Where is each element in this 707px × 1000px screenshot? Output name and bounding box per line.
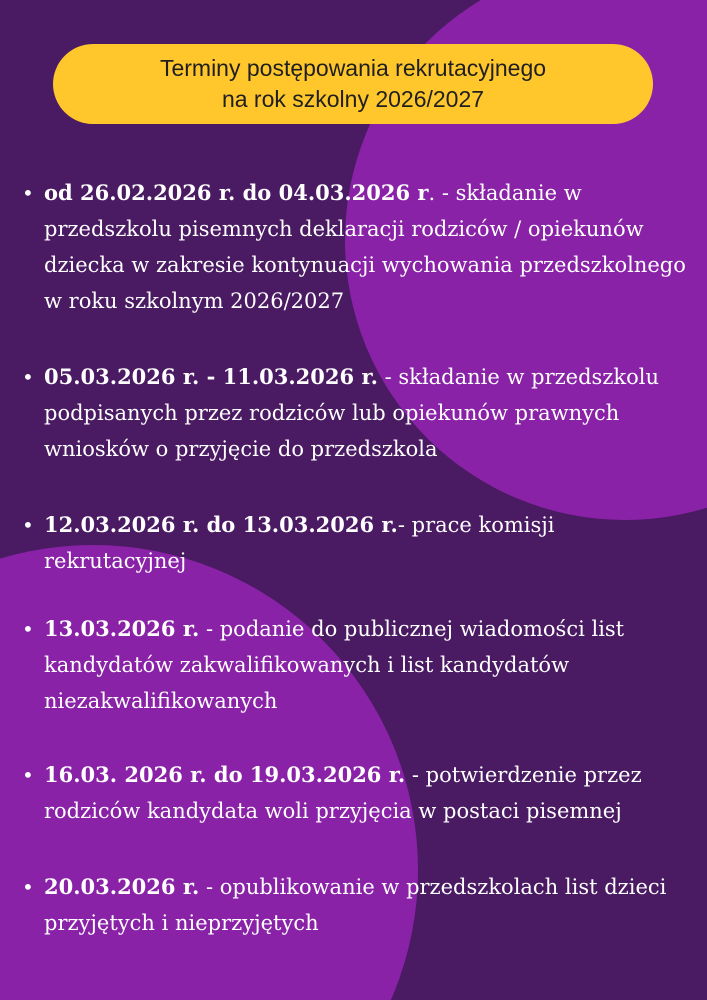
schedule-item [22,175,692,319]
schedule-item [22,507,692,579]
item-description: . - składanie w przedszkolu pisemnych deklaracji rodziców / opiekunów dziecka w zakresie kontynuacji wychowania przedszkolnego w roku szkolnym 2026/2027 [44,181,686,313]
item-description: - składanie w przedszkolu podpisanych przez rodziców lub opiekunów prawnych wniosków o przyjęcie do przedszkola [44,365,659,461]
bullet-icon: • [22,763,34,787]
schedule-list [22,175,692,941]
bullet-icon: • [22,181,34,205]
bullet-icon: • [22,365,34,389]
item-description: - opublikowanie w przedszkolach list dzieci przyjętych i nieprzyjętych [44,875,667,935]
title-line-2: na rok szkolny 2026/2027 [221,86,485,112]
bullet-icon: • [22,617,34,641]
schedule-item [22,757,692,829]
bullet-icon: • [22,513,34,537]
item-dates: od 26.02.2026 r. do 04.03.2026 r [44,180,429,205]
title-line-1: Terminy postępowania rekrutacyjnego [159,55,547,81]
title-banner [53,44,653,124]
item-dates: 16.03. 2026 r. do 19.03.2026 r. [44,762,406,787]
schedule-item [22,869,692,941]
item-dates: 05.03.2026 r. - 11.03.2026 r. [44,364,378,389]
schedule-item [22,359,692,467]
schedule-item [22,611,692,719]
item-dates: 12.03.2026 r. do 13.03.2026 r. [44,512,398,537]
item-description: - prace komisji rekrutacyjnej [44,513,555,573]
item-dates: 13.03.2026 r. [44,616,200,641]
item-description: - podanie do publicznej wiadomości list kandydatów zakwalifikowanych i list kandydatów niezakwalifikowanych [44,617,625,713]
item-dates: 20.03.2026 r. [44,874,200,899]
bullet-icon: • [22,875,34,899]
item-description: - potwierdzenie przez rodziców kandydata woli przyjęcia w postaci pisemnej [44,763,642,823]
